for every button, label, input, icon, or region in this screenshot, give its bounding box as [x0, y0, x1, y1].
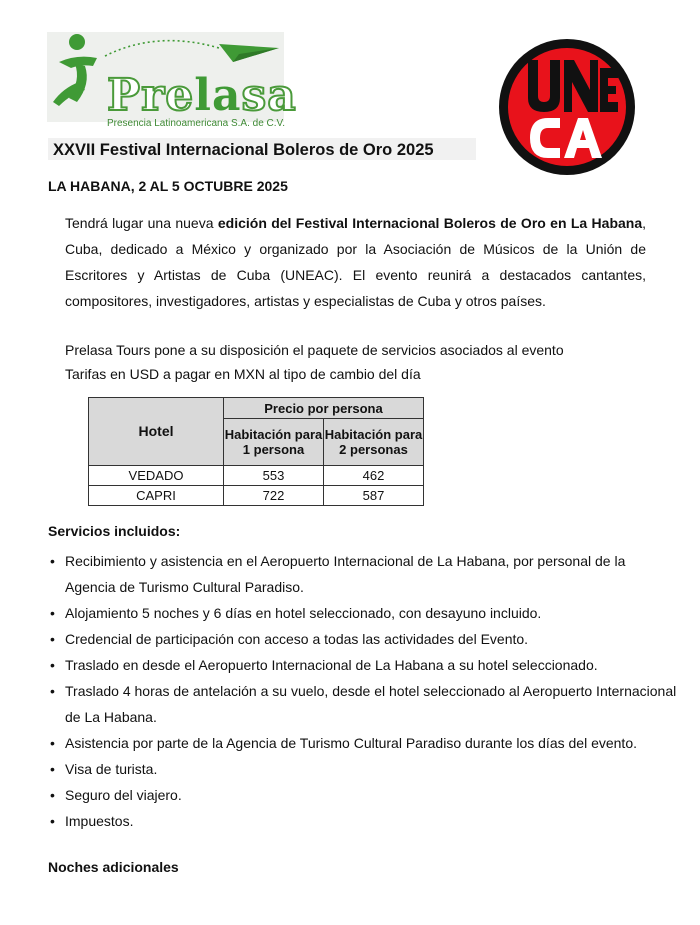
- offer-line-1: Prelasa Tours pone a su disposición el paquete de servicios asociados al evento: [65, 342, 564, 358]
- bullet-icon: •: [50, 553, 55, 569]
- header-price: Precio por persona: [224, 398, 424, 419]
- list-item: • Alojamiento 5 noches y 6 días en hotel seleccionado, con desayuno incluido.: [48, 600, 678, 626]
- cell-single: 722: [224, 486, 324, 506]
- cell-single: 553: [224, 466, 324, 486]
- list-item: • Impuestos.: [48, 808, 678, 834]
- uneac-logo: [498, 38, 636, 176]
- cell-double: 462: [324, 466, 424, 486]
- intro-paragraph: Tendrá lugar una nueva edición del Festival Internacional Boleros de Oro en La Habana, Cuba, dedicado a México y organizado por la Asociación de Músicos de la Unión de Escritores y Artistas de Cuba (UNEAC). El evento reunirá a destacados cantantes, compositores, investigadores, artistas y especialistas de Cuba y otros países.: [65, 215, 647, 309]
- list-item: • Traslado 4 horas de antelación a su vuelo, desde el hotel seleccionado al Aeropuerto Internacional de La Habana.: [48, 678, 678, 730]
- services-heading: Servicios incluidos:: [48, 523, 181, 539]
- bullet-icon: •: [50, 761, 55, 777]
- document-subtitle: LA HABANA, 2 AL 5 OCTUBRE 2025: [48, 178, 288, 194]
- list-item: • Seguro del viajero.: [48, 782, 678, 808]
- offer-text: [65, 338, 564, 386]
- cell-double: 587: [324, 486, 424, 506]
- intro-bold-text: edición del Festival Internacional Boleros de Oro en La Habana: [217, 215, 643, 231]
- bullet-icon: •: [50, 657, 55, 673]
- prelasa-logo: [47, 32, 297, 129]
- bullet-icon: •: [50, 605, 55, 621]
- header-double: Habitación para 2 personas: [324, 419, 424, 466]
- services-list: [48, 548, 678, 834]
- list-item: • Recibimiento y asistencia en el Aeropuerto Internacional de La Habana, por personal de la Agencia de Turismo Cultural Paradiso.: [48, 548, 678, 600]
- prelasa-wordmark: Prelasa: [107, 70, 297, 121]
- list-item: • Visa de turista.: [48, 756, 678, 782]
- header-single: Habitación para 1 persona: [224, 419, 324, 466]
- list-item: • Credencial de participación con acceso a todas las actividades del Evento.: [48, 626, 678, 652]
- table-row: [89, 466, 424, 486]
- header-hotel: Hotel: [89, 398, 224, 466]
- rates-table: [88, 397, 424, 506]
- bullet-icon: •: [50, 631, 55, 647]
- offer-line-2: Tarifas en USD a pagar en MXN al tipo de cambio del día: [65, 366, 421, 382]
- table-row: [89, 486, 424, 506]
- bullet-icon: •: [50, 787, 55, 803]
- prelasa-tagline: Presencia Latinoamericana S.A. de C.V.: [107, 118, 286, 129]
- bullet-icon: •: [50, 735, 55, 751]
- bullet-icon: •: [50, 813, 55, 829]
- additional-nights-heading: Noches adicionales: [48, 859, 179, 875]
- list-item: • Asistencia por parte de la Agencia de Turismo Cultural Paradiso durante los días del evento.: [48, 730, 678, 756]
- list-item: • Traslado en desde el Aeropuerto Internacional de La Habana a su hotel seleccionado.: [48, 652, 678, 678]
- cell-hotel: CAPRI: [89, 486, 224, 506]
- document-title: XXVII Festival Internacional Boleros de Oro 2025: [53, 141, 434, 159]
- bullet-icon: •: [50, 683, 55, 699]
- cell-hotel: VEDADO: [89, 466, 224, 486]
- uneac-emblem-icon: [498, 38, 636, 176]
